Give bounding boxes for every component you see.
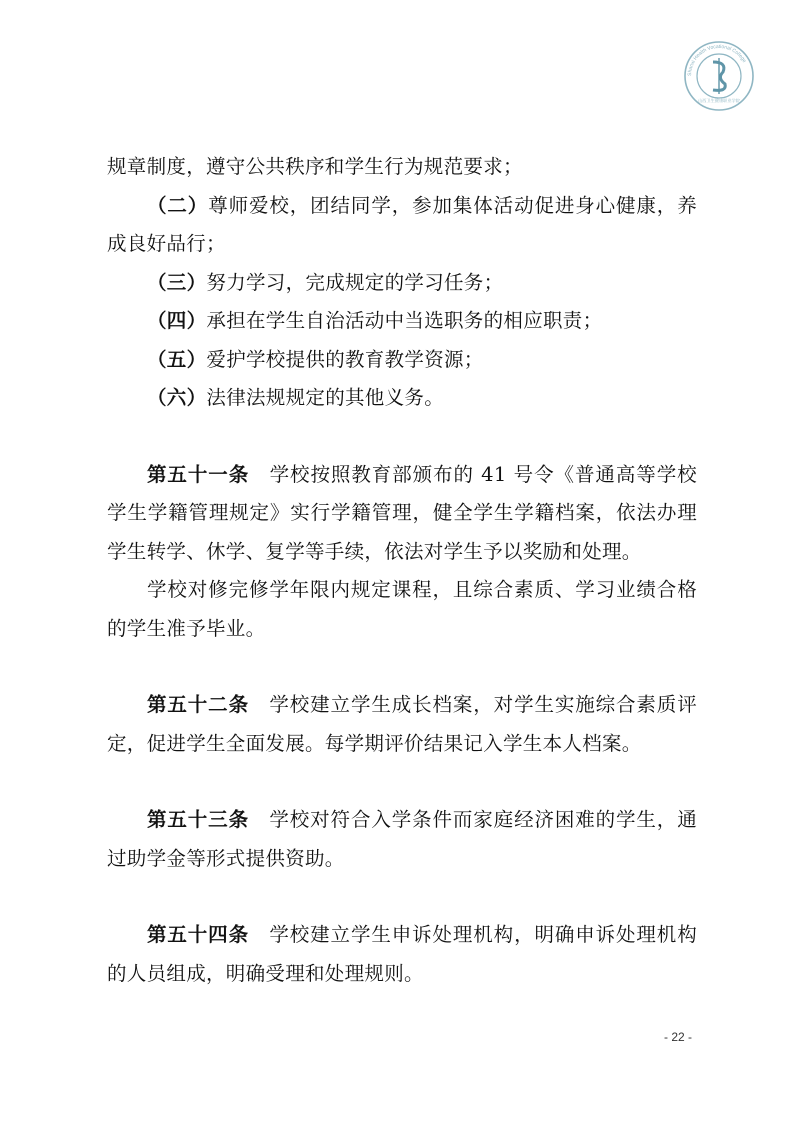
article-heading: 第五十三条 <box>147 808 249 831</box>
spacer <box>107 878 697 916</box>
list-item-4 <box>107 302 697 341</box>
spacer <box>107 763 697 801</box>
college-logo <box>683 40 755 112</box>
article-53 <box>107 801 697 878</box>
page-number: - 22 - <box>664 1030 693 1044</box>
list-text: 爱护学校提供的教育教学资源； <box>206 347 484 371</box>
list-label: （三） <box>147 270 207 294</box>
list-label: （四） <box>147 309 207 332</box>
spacer <box>107 648 697 686</box>
article-51-paragraph-2: 学校对修完修学年限内规定课程，且综合素质、学习业绩合格的学生准予毕业。 <box>107 578 697 640</box>
list-label: （六） <box>147 386 207 409</box>
article-51 <box>107 456 697 572</box>
college-seal-icon <box>683 40 755 112</box>
list-item-6 <box>107 379 697 418</box>
list-label: （五） <box>147 347 207 371</box>
article-54 <box>107 916 697 993</box>
article-heading: 第五十四条 <box>147 923 249 946</box>
article-text: 学校建立学生成长档案，对学生实施综合素质评定，促进学生全面发展。每学期评价结果记入学生本人档案。 <box>107 693 697 755</box>
article-52 <box>107 686 697 763</box>
list-label: （二） <box>147 193 209 217</box>
article-heading: 第五十一条 <box>147 462 250 486</box>
list-text: 尊师爱校，团结同学，参加集体活动促进身心健康，养成良好品行； <box>107 193 698 255</box>
list-item-2 <box>107 187 697 264</box>
spacer <box>107 418 697 456</box>
list-text: 努力学习，完成规定的学习任务； <box>206 270 504 294</box>
document-body <box>107 148 697 993</box>
list-item-3 <box>107 264 697 303</box>
logo-cn-text: 山西卫生健康职业学院 <box>698 98 740 103</box>
list-text: 法律法规规定的其他义务。 <box>206 386 445 409</box>
paragraph-continued: 规章制度，遵守公共秩序和学生行为规范要求； <box>107 155 523 178</box>
article-text: 学校建立学生申诉处理机构，明确申诉处理机构的人员组成，明确受理和处理规则。 <box>107 923 697 985</box>
list-text: 承担在学生自治活动中当选职务的相应职责； <box>206 309 603 332</box>
logo-ring-text: Shanxi Health Vocational College <box>686 43 748 77</box>
article-text: 学校对符合入学条件而家庭经济困难的学生，通过助学金等形式提供资助。 <box>107 808 697 870</box>
article-heading: 第五十二条 <box>147 693 249 716</box>
article-text: 学校按照教育部颁布的 41 号令《普通高等学校学生学籍管理规定》实行学籍管理，健全学生学籍档案，依法办理学生转学、休学、复学等手续，依法对学生予以奖励和处理。 <box>107 462 697 563</box>
list-item-5 <box>107 341 697 380</box>
